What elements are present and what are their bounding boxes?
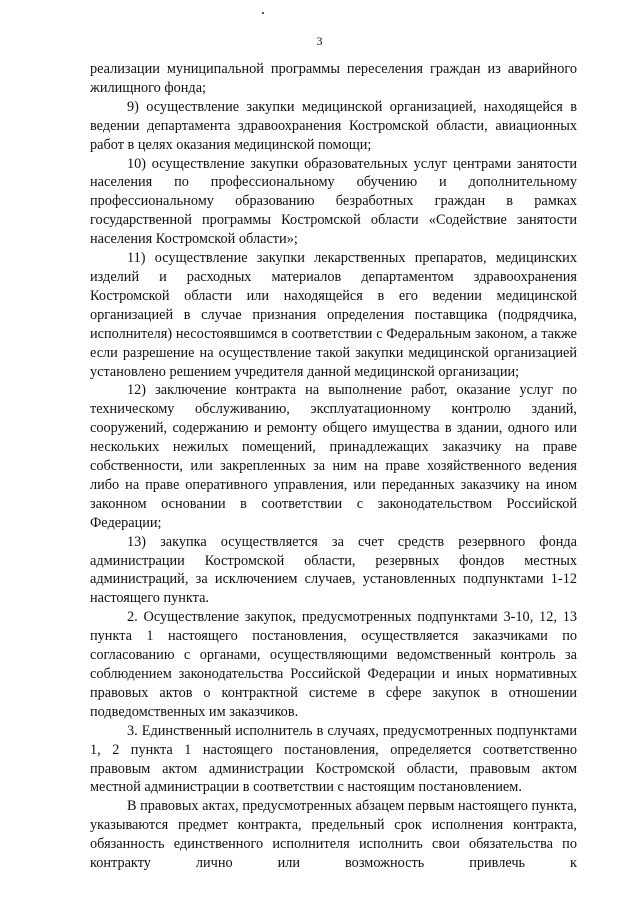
paragraph-subitem-9: 9) осуществление закупки медицинской организацией, находящейся в ведении департамента здравоохранения Костромской области, авиационных работ в целях оказания медицинской помощи; — [90, 98, 577, 153]
page-number: 3 — [316, 34, 323, 48]
document-body — [90, 60, 577, 873]
paragraph-subitem-12: 12) заключение контракта на выполнение работ, оказание услуг по техническому обслуживанию, эксплуатационному контролю зданий, сооружений, содержанию и ремонту общего имущества в здании, одного или нескольких нежилых помещений, принадлежащих заказчику на праве собственности, или закрепленных за ним на праве хозяйственного ведения либо на праве оперативного управления, или переданных заказчику на ином законном основании в соответствии с законодательством Российской Федерации; — [90, 382, 577, 531]
paragraph-item-2: 2. Осуществление закупок, предусмотренных подпунктами 3-10, 12, 13 пункта 1 настоящего постановления, осуществляется заказчиками по согласованию с органами, осуществляющими ведомственный контроль за соблюдением законодательства Российской Федерации и иных нормативных правовых актов о контрактной системе в сфере закупок в отношении подведомственных им заказчиков. — [90, 609, 577, 720]
paragraph-subitem-10: 10) осуществление закупки образовательных услуг центрами занятости населения по профессиональному обучению и дополнительному профессиональному образованию безработных граждан в рамках государственной программы Костромской области «Содействие занятости населения Костромской области»; — [90, 155, 577, 248]
scan-speck — [262, 12, 264, 14]
paragraph-subitem-13: 13) закупка осуществляется за счет средств резервного фонда администрации Костромской области, резервных фондов местных администраций, за исключением случаев, установленных подпунктами 1-12 настоящего пункта. — [90, 533, 577, 607]
paragraph-item-3: 3. Единственный исполнитель в случаях, предусмотренных подпунктами 1, 2 пункта 1 настоящего постановления, определяется соответственно правовым актом администрации Костромской области, правовым актом местной администрации в соответствии с настоящим постановлением. — [90, 722, 577, 796]
paragraph-item-3-abstract: В правовых актах, предусмотренных абзацем первым настоящего пункта, указываются предмет контракта, предельный срок исполнения контракта, обязанность единственного исполнителя исполнить свои обязательства по контракту лично или возможность привлечь к — [90, 798, 577, 872]
paragraph-continuation: реализации муниципальной программы переселения граждан из аварийного жилищного фонда; — [90, 61, 577, 96]
paragraph-subitem-11: 11) осуществление закупки лекарственных препаратов, медицинских изделий и расходных материалов департаментом здравоохранения Костромской области или находящейся в его ведении медицинской организацией в случае признания определения поставщика (подрядчика, исполнителя) несостоявшимся в соответствии с Федеральным законом, а также если разрешение на осуществление такой закупки медицинской организацией установлено решением учредителя данной медицинской организации; — [90, 250, 577, 380]
